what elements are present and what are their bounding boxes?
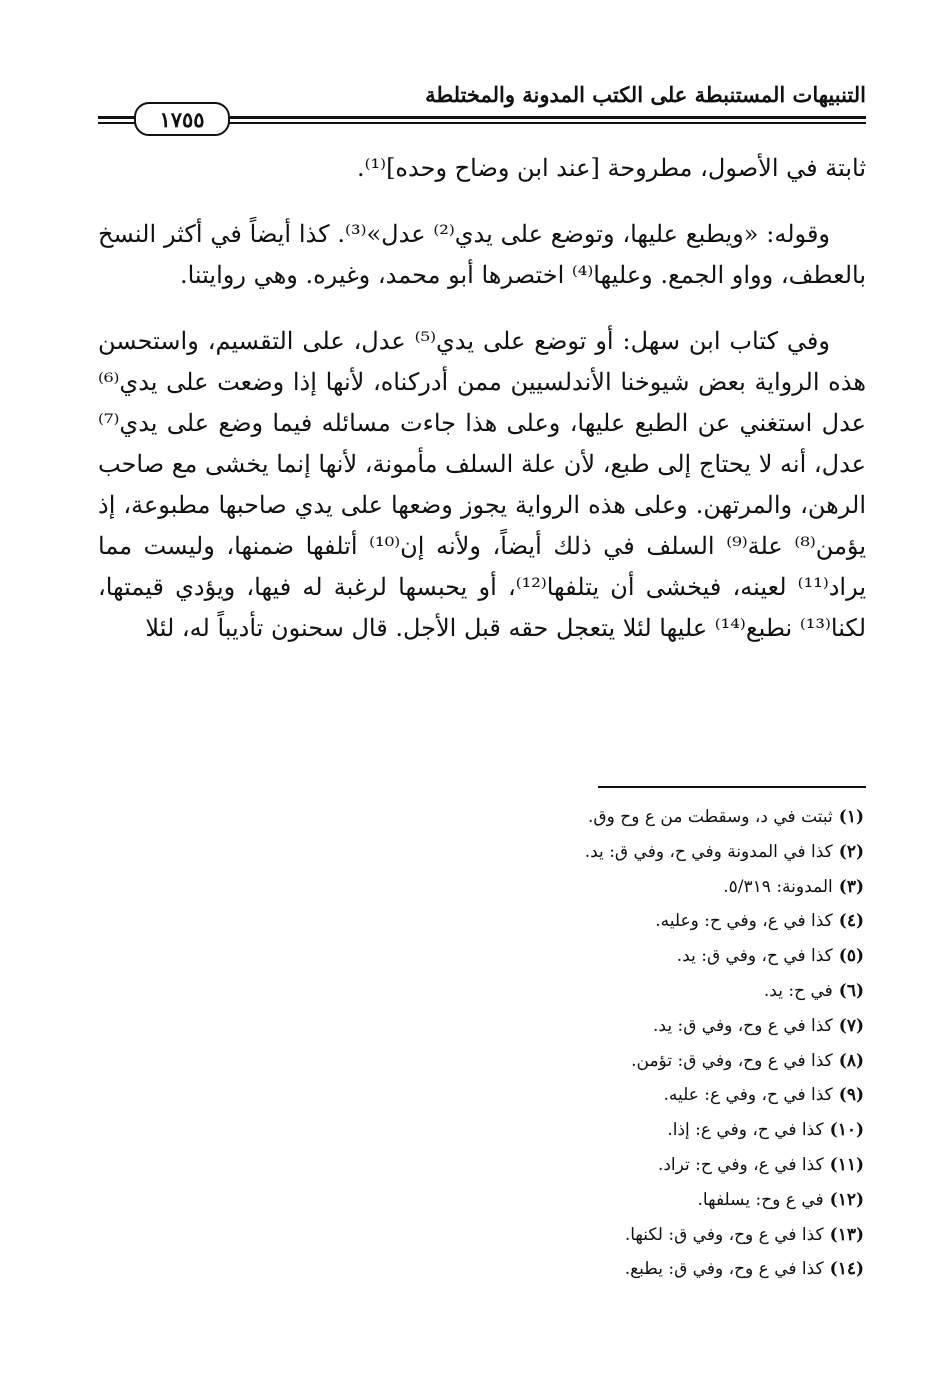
footnote xyxy=(98,1044,864,1079)
footnote-text: المدونة: ٥/٣١٩. xyxy=(723,876,833,897)
footnote xyxy=(98,835,864,870)
footnote xyxy=(98,800,864,835)
running-title: التنبيهات المستنبطة على الكتب المدونة والمختلطة xyxy=(425,82,866,107)
footnote xyxy=(98,870,864,905)
page-number-badge xyxy=(134,102,230,136)
footnote xyxy=(98,974,864,1009)
footnote-number: (٥) xyxy=(838,946,864,967)
footnote-number: (١٠) xyxy=(829,1120,864,1141)
footnote-number: (٢) xyxy=(838,841,864,862)
footnote-text: كذا في ع، وفي ح: تراد. xyxy=(657,1154,824,1175)
footnote-number: (١٣) xyxy=(829,1224,864,1245)
paragraph: وقوله: «ويطبع عليها، وتوضع على يدي⁽²⁾ عدل»⁽³⁾. كذا أيضاً في أكثر النسخ بالعطف، وواو الجمع. وعليها⁽⁴⁾ اختصرها أبو محمد، وغيره. وهي روايتنا. xyxy=(98,220,866,289)
footnote-text: كذا في ح، وفي ع: إذا. xyxy=(667,1120,824,1141)
footnote-number: (٦) xyxy=(838,980,864,1001)
footnote-number: (٨) xyxy=(838,1050,864,1071)
footnote-text: في ح: يد. xyxy=(763,980,833,1001)
footnote-number: (١٤) xyxy=(829,1259,864,1280)
footnote-text: كذا في ع وح، وفي ق: لكنها. xyxy=(624,1224,824,1245)
page-number: ١٧٥٥ xyxy=(159,106,205,132)
footnote-text: في ع وح: يسلفها. xyxy=(697,1189,824,1210)
footnote xyxy=(98,1148,864,1183)
footnote xyxy=(98,904,864,939)
page-header xyxy=(98,78,866,134)
footnote-separator xyxy=(598,786,866,788)
footnote-number: (٩) xyxy=(838,1085,864,1106)
footnote xyxy=(98,1252,864,1287)
footnote-text: كذا في ح، وفي ع: عليه. xyxy=(663,1085,833,1106)
footnote-text: كذا في ح، وفي ق: يد. xyxy=(676,946,833,967)
footnote-text: ثبتت في د، وسقطت من ع وح وق. xyxy=(588,807,833,827)
footnote-number: (٣) xyxy=(838,876,864,897)
footnote-text: كذا في ع، وفي ح: وعليه. xyxy=(655,911,833,932)
footnote xyxy=(98,1113,864,1148)
footnote-text: كذا في المدونة وفي ح، وفي ق: يد. xyxy=(584,841,833,862)
footnote-number: (٤) xyxy=(838,911,864,932)
footnote-text: كذا في ع وح، وفي ق: يد. xyxy=(653,1015,833,1036)
paragraph: وفي كتاب ابن سهل: أو توضع على يدي⁽⁵⁾ عدل، على التقسيم، واستحسن هذه الرواية بعض شيوخنا الأندلسيين ممن أدركناه، لأنها إذا وضعت على يدي⁽⁶⁾ عدل استغني عن الطبع عليها، وعلى هذا جاءت مسائله فيما وضع على يدي⁽⁷⁾ عدل، أنه لا يحتاج إلى طبع، لأن علة السلف مأمونة، لأنها إنما يخشى مع صاحب الرهن، والمرتهن. وعلى هذه الرواية يجوز وضعها على يدي صاحبها مطبوعة، إذ يؤمن⁽⁸⁾ علة⁽⁹⁾ السلف في ذلك أيضاً، ولأنه إن⁽¹⁰⁾ أتلفها ضمنها، وليست مما يراد⁽¹¹⁾ لعينه، فيخشى أن يتلفها⁽¹²⁾، أو يحبسها لرغبة له فيها، ويؤدي قيمتها، لكنا⁽¹³⁾ نطبع⁽¹⁴⁾ عليها لئلا يتعجل حقه قبل الأجل. قال سحنون تأديباً له، لئلا xyxy=(98,327,867,642)
main-text xyxy=(98,148,866,674)
footnote-text: كذا في ع وح، وفي ق: تؤمن. xyxy=(631,1050,833,1071)
footnote xyxy=(98,1183,864,1218)
footnote-number: (١٢) xyxy=(829,1189,864,1210)
footnote-text: كذا في ع وح، وفي ق: يطبع. xyxy=(624,1259,824,1280)
footnote-number: (١١) xyxy=(829,1154,864,1175)
footnotes xyxy=(98,800,864,1287)
footnote xyxy=(98,1218,864,1253)
footnote xyxy=(98,1078,864,1113)
footnote xyxy=(98,1009,864,1044)
paragraph: ثابتة في الأصول، مطروحة [عند ابن وضاح وحده]⁽¹⁾. xyxy=(357,154,866,182)
footnote-number: (١) xyxy=(838,807,864,827)
footnote xyxy=(98,939,864,974)
footnote-number: (٧) xyxy=(838,1015,864,1036)
